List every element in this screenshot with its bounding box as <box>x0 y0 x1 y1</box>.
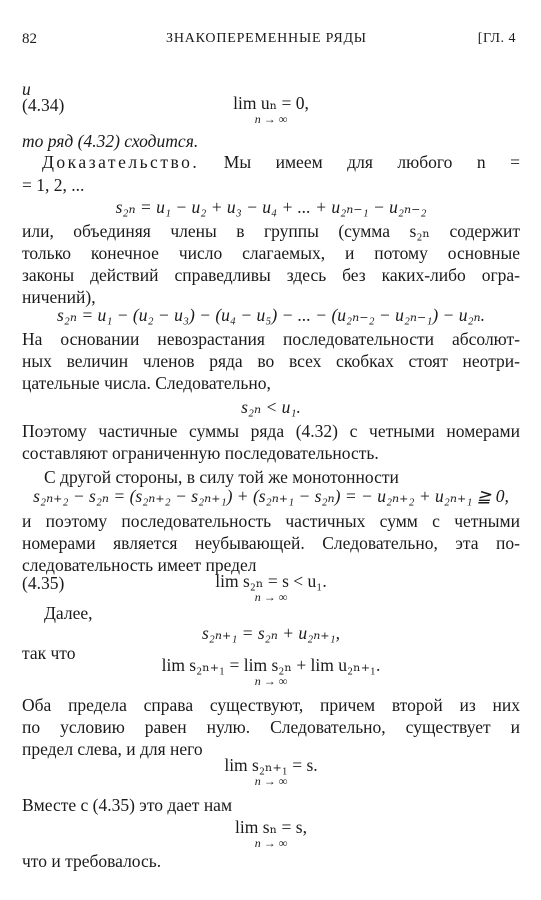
qed-line: что и требовалось. <box>22 851 162 871</box>
proof-heading: Доказательство. <box>42 152 200 172</box>
proof-text-1: Мы имеем для любого n = <box>223 152 521 172</box>
paragraph-6-line-2: по условию равен нулю. Следовательно, существует и <box>22 717 520 737</box>
equation-number-4-34: (4.34) <box>22 95 65 115</box>
page-number: 82 <box>22 31 37 47</box>
book-page <box>22 0 520 900</box>
equation-limits <box>22 656 520 688</box>
paragraph-2-line-2: ных величин членов ряда во всех скобках стоят неотри- <box>22 351 520 371</box>
paragraph-1-line-3: законы действий справедливы здесь без каких-либо огра- <box>22 265 520 285</box>
equation-number-4-35: (4.35) <box>22 573 65 593</box>
paragraph-5-line-2: номерами является неубывающей. Следовательно, эта по- <box>22 533 520 553</box>
proof-line-2: = 1, 2, ... <box>22 175 85 195</box>
running-title: ЗНАКОПЕРЕМЕННЫЕ РЯДЫ <box>166 31 367 46</box>
paragraph-3-line-1: Поэтому частичные суммы ряда (4.32) с четными номерами <box>22 421 520 441</box>
page-header <box>22 28 520 50</box>
limit-expression: lim s₂ₙ₊₁ = lim s₂ₙ + lim u₂ₙ₊₁. n → ∞ <box>161 655 381 688</box>
equation-s2n1: s₂ₙ₊₁ = s₂ₙ + u₂ₙ₊₁, <box>201 623 341 643</box>
further-word: Далее, <box>44 603 93 623</box>
limit-expression: lim s₂ₙ = s < u₁. n → ∞ <box>215 571 327 604</box>
paragraph-2-line-1: На основании невозрастания последовательности абсолют- <box>22 329 520 349</box>
paragraph-5-line-3: следовательность имеет предел <box>22 555 257 575</box>
paragraph-6-line-3: предел слева, и для него <box>22 739 203 759</box>
limit-expression: lim sₙ = s, n → ∞ <box>235 817 307 850</box>
paragraph-4-line-1: С другой стороны, в силу той же монотонности <box>44 467 399 487</box>
equation-lim-odd <box>22 756 520 788</box>
paragraph-6-line-1: Оба предела справа существуют, причем второй из них <box>22 695 520 715</box>
limit-expression: lim s₂ₙ₊₁ = s. n → ∞ <box>224 755 318 788</box>
equation-s2n-grouped: s₂ₙ = u₁ − (u₂ − u₃) − (u₄ − u₅) − ... − (u₂ₙ₋₂ − u₂ₙ₋₁) − u₂ₙ. <box>56 305 486 325</box>
equation-s2n-sum: s₂ₙ = u₁ − u₂ + u₃ − u₄ + ... + u₂ₙ₋₁ − u₂ₙ₋₂ <box>115 197 427 217</box>
paragraph-3-line-2: составляют ограниченную последовательность. <box>22 443 379 463</box>
chapter-label: [ГЛ. 4 <box>477 31 516 46</box>
paragraph-2-line-3: цательные числа. Следовательно, <box>22 373 271 393</box>
paragraph-1-line-1: или, объединяя члены в группы (сумма s₂ₙ содержит <box>22 221 520 241</box>
paragraph-5-line-1: и поэтому последовательность частичных сумм с четными <box>22 511 520 531</box>
equation-monotone: s₂ₙ₊₂ − s₂ₙ = (s₂ₙ₊₂ − s₂ₙ₊₁) + (s₂ₙ₊₁ − s₂ₙ) = − u₂ₙ₊₂ + u₂ₙ₊₁ ≧ 0, <box>33 486 509 506</box>
equation-bound: s₂ₙ < u₁. <box>241 397 301 417</box>
so-that: так что <box>22 643 76 663</box>
conjunction-u: u <box>22 79 31 99</box>
paragraph-1-line-4: ничений), <box>22 287 96 307</box>
proof-line-1 <box>22 151 520 173</box>
equation-final <box>22 818 520 850</box>
paragraph-7-line-1: Вместе с (4.35) это дает нам <box>22 795 233 815</box>
paragraph-1-line-2: только конечное число слагаемых, и потому основные <box>22 243 520 263</box>
theorem-conclusion: то ряд (4.32) сходится. <box>22 131 199 151</box>
limit-expression: lim uₙ = 0, n → ∞ <box>233 93 309 126</box>
